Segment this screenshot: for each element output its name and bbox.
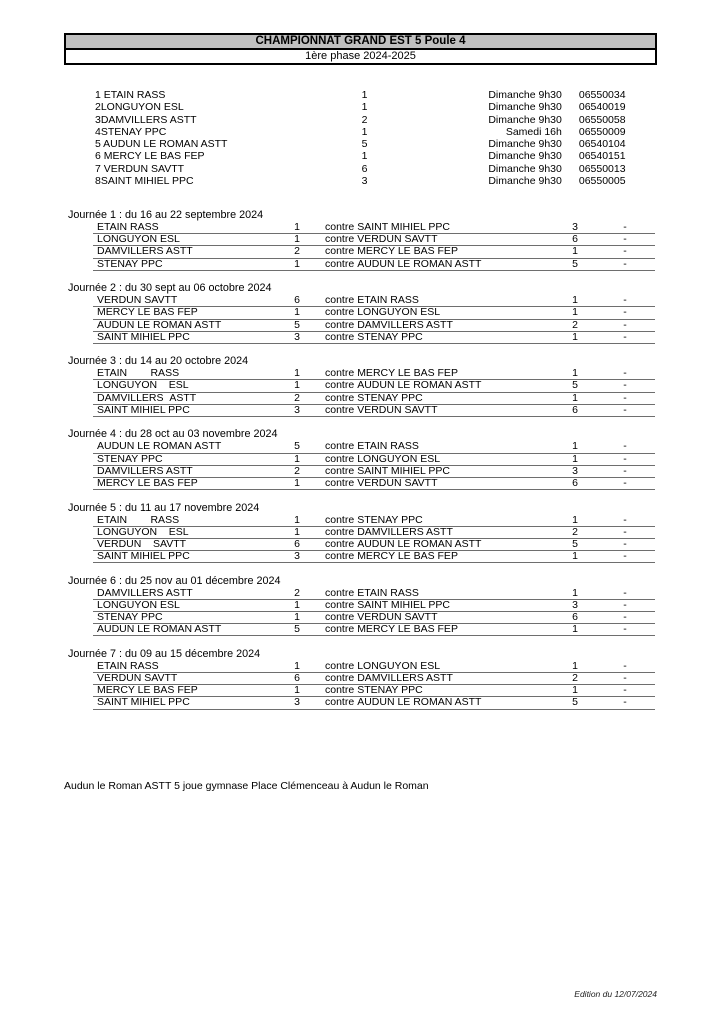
match-away-cell xyxy=(325,454,545,465)
versus-label: contre xyxy=(325,368,355,380)
versus-label: contre xyxy=(325,551,355,563)
versus-label: contre xyxy=(325,319,355,331)
match-result: - xyxy=(623,233,627,246)
match-home-score: 1 xyxy=(294,221,300,233)
journee-heading: Journée 6 : du 25 nov au 01 décembre 2024 xyxy=(68,574,281,587)
match-away-score: 1 xyxy=(572,550,578,563)
match-away-cell xyxy=(325,246,545,257)
match-row xyxy=(93,527,655,539)
match-result: - xyxy=(623,379,627,392)
journee-table xyxy=(93,222,655,271)
match-away-team: LONGUYON ESL xyxy=(357,307,441,319)
match-result: - xyxy=(623,318,627,331)
match-result: - xyxy=(623,245,627,258)
match-away-team: AUDUN LE ROMAN ASTT xyxy=(357,697,482,709)
team-name: 6 MERCY LE BAS FEP xyxy=(95,150,205,163)
match-away-score: 5 xyxy=(572,537,578,550)
match-away-score: 2 xyxy=(572,525,578,538)
journee-block xyxy=(64,648,657,710)
match-home-score: 1 xyxy=(294,476,300,489)
match-home-team: AUDUN LE ROMAN ASTT xyxy=(97,319,222,331)
match-away-score: 6 xyxy=(572,611,578,624)
match-home-team: ETAIN RASS xyxy=(97,660,159,672)
team-name: 2LONGUYON ESL xyxy=(95,101,184,114)
match-away-team: MERCY LE BAS FEP xyxy=(357,551,458,563)
match-home-score: 1 xyxy=(294,525,300,538)
match-row xyxy=(93,393,655,405)
match-result: - xyxy=(623,684,627,697)
match-home-score: 2 xyxy=(294,464,300,477)
team-schedule: Samedi 16h xyxy=(505,125,562,138)
match-away-score: 2 xyxy=(572,672,578,685)
match-away-team: STENAY PPC xyxy=(357,514,423,526)
team-club-code: 06550009 xyxy=(578,125,626,138)
versus-label: contre xyxy=(325,612,355,624)
match-away-score: 6 xyxy=(572,476,578,489)
match-away-team: STENAY PPC xyxy=(357,685,423,697)
team-name: 4STENAY PPC xyxy=(95,125,167,138)
match-home-team: VERDUN SAVTT xyxy=(97,673,178,685)
match-away-cell xyxy=(325,612,545,623)
match-away-cell xyxy=(325,234,545,245)
versus-label: contre xyxy=(325,685,355,697)
team-club-code: 06550013 xyxy=(578,162,626,175)
match-away-score: 6 xyxy=(572,233,578,246)
match-away-cell xyxy=(325,685,545,696)
journee-heading: Journée 2 : du 30 sept au 06 octobre 2024 xyxy=(68,282,272,295)
match-row xyxy=(93,661,655,673)
match-row xyxy=(93,307,655,319)
match-row xyxy=(93,685,655,697)
match-home-team: SAINT MIHIEL PPC xyxy=(97,331,190,343)
versus-label: contre xyxy=(325,599,355,611)
match-result: - xyxy=(623,391,627,404)
match-row xyxy=(93,454,655,466)
match-result: - xyxy=(623,221,627,233)
journee-block xyxy=(64,575,657,637)
teams-list xyxy=(64,89,657,187)
match-home-team: STENAY PPC xyxy=(97,258,163,270)
match-home-score: 1 xyxy=(294,659,300,672)
match-home-team: DAMVILLERS ASTT xyxy=(97,392,197,404)
match-away-cell xyxy=(325,697,545,708)
versus-label: contre xyxy=(325,465,355,477)
match-row xyxy=(93,259,655,271)
edition-date: Edition du 12/07/2024 xyxy=(574,989,657,999)
match-home-team: AUDUN LE ROMAN ASTT xyxy=(97,624,222,636)
journee-heading: Journée 3 : du 14 au 20 octobre 2024 xyxy=(68,355,249,368)
team-row xyxy=(95,101,657,113)
match-away-score: 1 xyxy=(572,294,578,307)
team-number: 1 xyxy=(361,89,368,101)
match-away-cell xyxy=(325,478,545,489)
match-row xyxy=(93,441,655,453)
match-away-score: 5 xyxy=(572,379,578,392)
team-number: 6 xyxy=(361,162,368,175)
team-schedule: Dimanche 9h30 xyxy=(488,150,562,163)
championship-title: CHAMPIONNAT GRAND EST 5 Poule 4 xyxy=(66,35,655,50)
match-away-score: 1 xyxy=(572,330,578,343)
match-away-team: MERCY LE BAS FEP xyxy=(357,246,458,258)
versus-label: contre xyxy=(325,258,355,270)
journee-heading: Journée 7 : du 09 au 15 décembre 2024 xyxy=(68,647,261,660)
team-row xyxy=(95,89,657,101)
versus-label: contre xyxy=(325,538,355,550)
match-away-team: SAINT MIHIEL PPC xyxy=(357,222,450,233)
match-away-cell xyxy=(325,405,545,416)
team-name: 8SAINT MIHIEL PPC xyxy=(95,175,194,188)
match-away-team: STENAY PPC xyxy=(357,392,423,404)
match-result: - xyxy=(623,672,627,685)
match-row xyxy=(93,551,655,563)
team-club-code: 06540151 xyxy=(578,150,626,163)
match-away-score: 1 xyxy=(572,586,578,599)
match-home-score: 5 xyxy=(294,318,300,331)
match-result: - xyxy=(623,611,627,624)
match-away-team: AUDUN LE ROMAN ASTT xyxy=(357,380,482,392)
match-home-team: DAMVILLERS ASTT xyxy=(97,465,193,477)
team-club-code: 06540019 xyxy=(578,101,626,114)
match-row xyxy=(93,295,655,307)
match-away-team: LONGUYON ESL xyxy=(357,660,441,672)
match-away-team: ETAIN RASS xyxy=(357,295,419,307)
match-home-score: 3 xyxy=(294,330,300,343)
match-home-score: 1 xyxy=(294,684,300,697)
match-home-team: MERCY LE BAS FEP xyxy=(97,685,198,697)
versus-label: contre xyxy=(325,331,355,343)
match-result: - xyxy=(623,525,627,538)
versus-label: contre xyxy=(325,441,355,453)
match-away-score: 1 xyxy=(572,513,578,526)
match-away-team: DAMVILLERS ASTT xyxy=(357,526,453,538)
match-home-score: 3 xyxy=(294,550,300,563)
match-away-score: 1 xyxy=(572,391,578,404)
match-away-score: 2 xyxy=(572,318,578,331)
team-number: 1 xyxy=(361,125,368,138)
match-away-score: 1 xyxy=(572,245,578,258)
journee-sections xyxy=(64,209,657,721)
match-away-team: VERDUN SAVTT xyxy=(357,404,438,416)
match-home-score: 5 xyxy=(294,440,300,453)
match-away-team: VERDUN SAVTT xyxy=(357,234,438,246)
match-away-cell xyxy=(325,441,545,452)
match-home-score: 6 xyxy=(294,537,300,550)
match-away-cell xyxy=(325,600,545,611)
match-row xyxy=(93,466,655,478)
versus-label: contre xyxy=(325,392,355,404)
journee-heading: Journée 4 : du 28 oct au 03 novembre 2024 xyxy=(68,428,278,441)
match-away-team: AUDUN LE ROMAN ASTT xyxy=(357,538,482,550)
match-away-team: AUDUN LE ROMAN ASTT xyxy=(357,258,482,270)
match-home-score: 6 xyxy=(294,294,300,307)
team-name: 1 ETAIN RASS xyxy=(95,89,166,101)
match-result: - xyxy=(623,659,627,672)
versus-label: contre xyxy=(325,587,355,599)
match-away-cell xyxy=(325,380,545,391)
versus-label: contre xyxy=(325,234,355,246)
team-schedule: Dimanche 9h30 xyxy=(488,113,562,126)
match-row xyxy=(93,405,655,417)
journee-block xyxy=(64,209,657,271)
match-home-score: 1 xyxy=(294,367,300,380)
versus-label: contre xyxy=(325,514,355,526)
match-row xyxy=(93,588,655,600)
team-schedule: Dimanche 9h30 xyxy=(488,89,562,101)
match-away-cell xyxy=(325,539,545,550)
match-home-team: VERDUN SAVTT xyxy=(97,538,187,550)
team-club-code: 06550058 xyxy=(578,113,626,126)
match-home-team: DAMVILLERS ASTT xyxy=(97,246,193,258)
match-result: - xyxy=(623,598,627,611)
team-name: 7 VERDUN SAVTT xyxy=(95,162,185,175)
team-number: 1 xyxy=(361,150,368,163)
versus-label: contre xyxy=(325,673,355,685)
match-away-score: 3 xyxy=(572,598,578,611)
match-away-team: ETAIN RASS xyxy=(357,587,419,599)
match-result: - xyxy=(623,452,627,465)
versus-label: contre xyxy=(325,453,355,465)
team-row xyxy=(95,114,657,126)
team-number: 1 xyxy=(361,101,368,114)
team-row xyxy=(95,126,657,138)
team-schedule: Dimanche 9h30 xyxy=(488,101,562,114)
team-schedule: Dimanche 9h30 xyxy=(488,175,562,188)
versus-label: contre xyxy=(325,660,355,672)
match-away-score: 1 xyxy=(572,684,578,697)
match-away-score: 1 xyxy=(572,452,578,465)
team-schedule: Dimanche 9h30 xyxy=(488,162,562,175)
match-home-team: AUDUN LE ROMAN ASTT xyxy=(97,441,222,453)
match-home-team: MERCY LE BAS FEP xyxy=(97,307,198,319)
journee-table xyxy=(93,661,655,710)
match-away-team: LONGUYON ESL xyxy=(357,453,441,465)
match-home-score: 1 xyxy=(294,233,300,246)
match-row xyxy=(93,320,655,332)
team-row xyxy=(95,175,657,187)
match-result: - xyxy=(623,696,627,709)
match-row xyxy=(93,368,655,380)
journee-table xyxy=(93,441,655,490)
versus-label: contre xyxy=(325,295,355,307)
match-home-team: MERCY LE BAS FEP xyxy=(97,477,198,489)
versus-label: contre xyxy=(325,697,355,709)
match-away-score: 1 xyxy=(572,623,578,636)
match-result: - xyxy=(623,623,627,636)
match-home-score: 2 xyxy=(294,586,300,599)
match-away-cell xyxy=(325,368,545,379)
match-row xyxy=(93,380,655,392)
journee-table xyxy=(93,588,655,637)
match-away-score: 1 xyxy=(572,306,578,319)
team-number: 3 xyxy=(361,175,368,188)
match-home-score: 2 xyxy=(294,245,300,258)
match-result: - xyxy=(623,294,627,307)
journee-table xyxy=(93,515,655,564)
match-row xyxy=(93,600,655,612)
match-home-score: 3 xyxy=(294,696,300,709)
match-row xyxy=(93,673,655,685)
match-away-team: MERCY LE BAS FEP xyxy=(357,368,458,380)
team-schedule: Dimanche 9h30 xyxy=(488,138,562,151)
match-home-team: SAINT MIHIEL PPC xyxy=(97,697,190,709)
match-away-team: DAMVILLERS ASTT xyxy=(357,319,453,331)
match-row xyxy=(93,246,655,258)
match-home-team: ETAIN RASS xyxy=(97,368,180,380)
venue-note: Audun le Roman ASTT 5 joue gymnase Place Clémenceau à Audun le Roman xyxy=(64,780,429,792)
versus-label: contre xyxy=(325,404,355,416)
match-away-team: SAINT MIHIEL PPC xyxy=(357,465,450,477)
match-away-cell xyxy=(325,466,545,477)
team-row xyxy=(95,138,657,150)
match-row xyxy=(93,515,655,527)
match-away-cell xyxy=(325,393,545,404)
journee-table xyxy=(93,368,655,417)
match-away-cell xyxy=(325,307,545,318)
team-club-code: 06550005 xyxy=(578,175,626,188)
match-away-score: 1 xyxy=(572,440,578,453)
match-result: - xyxy=(623,464,627,477)
versus-label: contre xyxy=(325,624,355,636)
match-home-team: STENAY PPC xyxy=(97,612,163,624)
match-away-team: VERDUN SAVTT xyxy=(357,477,438,489)
match-away-team: STENAY PPC xyxy=(357,331,423,343)
match-home-team: STENAY PPC xyxy=(97,453,163,465)
match-away-cell xyxy=(325,259,545,270)
match-row xyxy=(93,478,655,490)
team-name: 5 AUDUN LE ROMAN ASTT xyxy=(95,138,228,151)
match-row xyxy=(93,612,655,624)
match-away-team: DAMVILLERS ASTT xyxy=(357,673,453,685)
journee-table xyxy=(93,295,655,344)
match-away-cell xyxy=(325,661,545,672)
match-away-team: MERCY LE BAS FEP xyxy=(357,624,458,636)
match-home-team: LONGUYON ESL xyxy=(97,380,189,392)
match-home-score: 1 xyxy=(294,452,300,465)
match-away-cell xyxy=(325,624,545,635)
match-home-score: 1 xyxy=(294,306,300,319)
match-row xyxy=(93,697,655,709)
match-away-cell xyxy=(325,515,545,526)
match-result: - xyxy=(623,403,627,416)
match-home-score: 1 xyxy=(294,257,300,270)
versus-label: contre xyxy=(325,477,355,489)
match-result: - xyxy=(623,513,627,526)
match-away-score: 3 xyxy=(572,464,578,477)
team-number: 2 xyxy=(361,113,368,126)
match-away-team: SAINT MIHIEL PPC xyxy=(357,599,450,611)
match-away-score: 1 xyxy=(572,659,578,672)
match-away-cell xyxy=(325,332,545,343)
match-home-score: 1 xyxy=(294,598,300,611)
match-result: - xyxy=(623,476,627,489)
match-away-cell xyxy=(325,551,545,562)
match-away-team: ETAIN RASS xyxy=(357,441,419,453)
match-home-team: LONGUYON ESL xyxy=(97,526,189,538)
team-club-code: 06540104 xyxy=(578,138,626,151)
match-result: - xyxy=(623,440,627,453)
journee-block xyxy=(64,428,657,490)
match-row xyxy=(93,234,655,246)
match-result: - xyxy=(623,367,627,380)
match-result: - xyxy=(623,550,627,563)
match-home-score: 3 xyxy=(294,403,300,416)
match-away-cell xyxy=(325,295,545,306)
match-home-score: 6 xyxy=(294,672,300,685)
match-away-score: 3 xyxy=(572,221,578,233)
match-home-team: ETAIN RASS xyxy=(97,514,180,526)
match-row xyxy=(93,332,655,344)
team-club-code: 06550034 xyxy=(578,89,626,101)
header xyxy=(64,33,657,65)
journee-block xyxy=(64,355,657,417)
match-result: - xyxy=(623,586,627,599)
match-home-team: LONGUYON ESL xyxy=(97,234,180,246)
journee-block xyxy=(64,282,657,344)
match-away-cell xyxy=(325,588,545,599)
match-home-score: 1 xyxy=(294,513,300,526)
match-home-score: 1 xyxy=(294,611,300,624)
match-away-score: 1 xyxy=(572,367,578,380)
match-away-cell xyxy=(325,222,545,233)
match-home-team: ETAIN RASS xyxy=(97,222,159,233)
versus-label: contre xyxy=(325,222,355,233)
journee-heading: Journée 5 : du 11 au 17 novembre 2024 xyxy=(68,501,260,514)
match-result: - xyxy=(623,257,627,270)
team-name: 3DAMVILLERS ASTT xyxy=(95,113,197,126)
team-row xyxy=(95,163,657,175)
match-away-cell xyxy=(325,527,545,538)
match-row xyxy=(93,624,655,636)
team-row xyxy=(95,150,657,162)
versus-label: contre xyxy=(325,307,355,319)
match-away-cell xyxy=(325,320,545,331)
versus-label: contre xyxy=(325,526,355,538)
match-home-score: 5 xyxy=(294,623,300,636)
match-home-score: 2 xyxy=(294,391,300,404)
match-away-cell xyxy=(325,673,545,684)
match-home-team: SAINT MIHIEL PPC xyxy=(97,551,190,563)
journee-heading: Journée 1 : du 16 au 22 septembre 2024 xyxy=(68,209,264,221)
versus-label: contre xyxy=(325,246,355,258)
match-home-team: DAMVILLERS ASTT xyxy=(97,587,193,599)
match-away-team: VERDUN SAVTT xyxy=(357,612,438,624)
match-home-team: VERDUN SAVTT xyxy=(97,295,178,307)
phase-subtitle: 1ère phase 2024-2025 xyxy=(66,50,655,63)
match-away-score: 5 xyxy=(572,257,578,270)
match-away-score: 5 xyxy=(572,696,578,709)
match-home-team: LONGUYON ESL xyxy=(97,599,180,611)
versus-label: contre xyxy=(325,380,355,392)
match-home-score: 1 xyxy=(294,379,300,392)
match-row xyxy=(93,222,655,234)
match-result: - xyxy=(623,330,627,343)
team-number: 5 xyxy=(361,138,368,151)
match-away-score: 6 xyxy=(572,403,578,416)
journee-block xyxy=(64,502,657,564)
match-result: - xyxy=(623,306,627,319)
match-result: - xyxy=(623,537,627,550)
match-row xyxy=(93,539,655,551)
match-home-team: SAINT MIHIEL PPC xyxy=(97,404,190,416)
